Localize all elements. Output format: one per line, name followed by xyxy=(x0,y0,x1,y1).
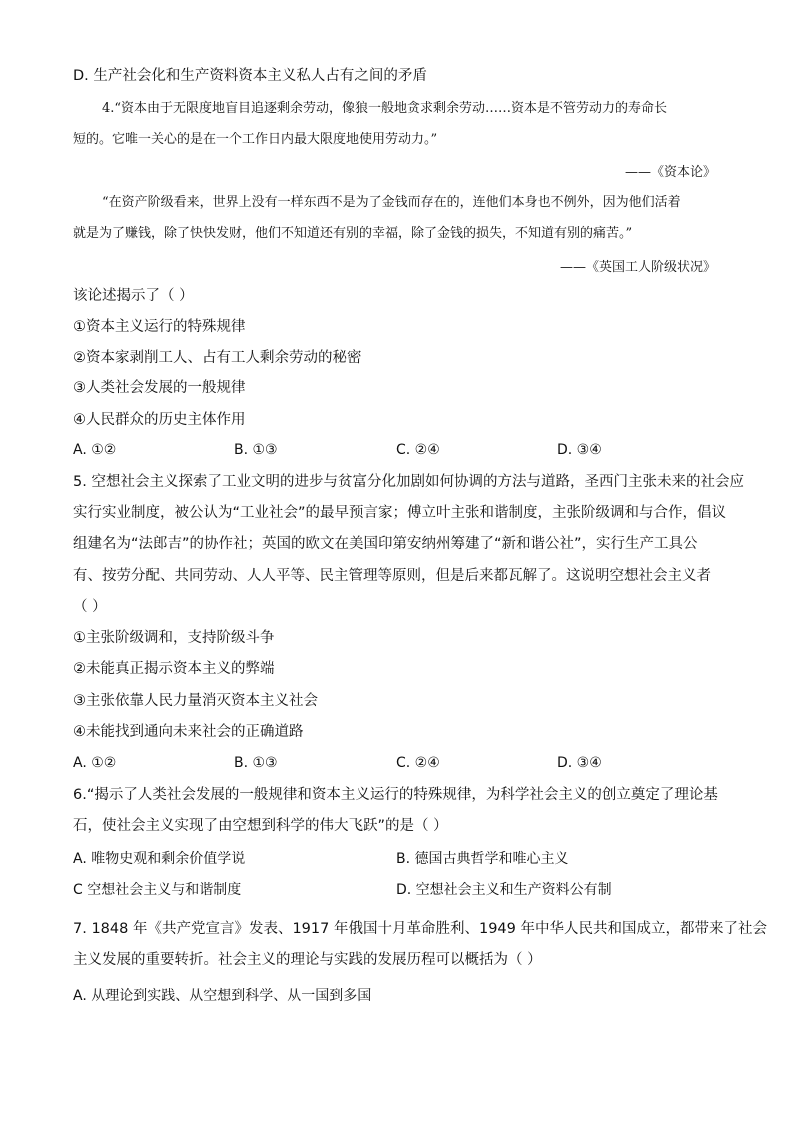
q4-option-b: B. ①③ xyxy=(234,442,278,458)
q5-option-c: C. ②④ xyxy=(396,755,440,771)
q5-item-2: ②未能真正揭示资本主义的弊端 xyxy=(73,661,275,677)
q5-option-a: A. ①② xyxy=(73,755,117,771)
q5-item-4: ④未能找到通向未来社会的正确道路 xyxy=(73,724,304,740)
q4-option-a: A. ①② xyxy=(73,442,117,458)
q4-quote1-line1: 4.“资本由于无限度地盲目追逐剩余劳动，像狼一般地贪求剩余劳动……资本是不管劳动力的寿命长 xyxy=(102,101,668,116)
q6-option-b: B. 德国古典哲学和唯心主义 xyxy=(396,851,569,867)
q7-option-a: A. 从理论到实践、从空想到科学、从一国到多国 xyxy=(73,988,372,1004)
q5-stem-line5: （ ） xyxy=(73,599,107,615)
q5-stem-line4: 有、按劳分配、共同劳动、人人平等、民主管理等原则，但是后来都瓦解了。这说明空想社会主义者 xyxy=(73,568,711,584)
q3-option-d: D. 生产社会化和生产资料资本主义私人占有之间的矛盾 xyxy=(73,68,427,84)
q5-item-3: ③主张依靠人民力量消灭资本主义社会 xyxy=(73,693,318,709)
q5-option-d: D. ③④ xyxy=(557,755,602,771)
q6-stem-line2: 石，使社会主义实现了由空想到科学的伟大飞跃”的是（ ） xyxy=(73,818,448,834)
q4-stem: 该论述揭示了（ ） xyxy=(73,288,194,304)
q6-option-c: C 空想社会主义与和谐制度 xyxy=(73,882,242,898)
q4-item-3: ③人类社会发展的一般规律 xyxy=(73,380,246,396)
q4-item-4: ④人民群众的历史主体作用 xyxy=(73,412,246,428)
q7-stem-line1: 7. 1848 年《共产党宣言》发表、1917 年俄国十月革命胜利、1949 年中华人民共和国成立，都带来了社会 xyxy=(73,921,767,937)
q4-quote2-line2: 就是为了赚钱，除了快快发财，他们不知道还有别的幸福，除了金钱的损失，不知道有别的痛苦。” xyxy=(73,226,633,241)
q6-option-a: A. 唯物史观和剩余价值学说 xyxy=(73,851,246,867)
q7-stem-line2: 主义发展的重要转折。社会主义的理论与实践的发展历程可以概括为（ ） xyxy=(73,952,542,968)
q4-source1: ——《资本论》 xyxy=(624,165,716,180)
q5-stem-line3: 组建名为“法郎吉”的协作社；英国的欧文在美国印第安纳州筹建了“新和谐公社”，实行生产工具公 xyxy=(73,536,698,552)
q5-item-1: ①主张阶级调和，支持阶级斗争 xyxy=(73,630,275,646)
q4-option-c: C. ②④ xyxy=(396,442,440,458)
q4-option-d: D. ③④ xyxy=(557,442,602,458)
q5-option-b: B. ①③ xyxy=(234,755,278,771)
q5-stem-line2: 实行实业制度，被公认为“工业社会”的最早预言家；傅立叶主张和谐制度，主张阶级调和与合作，倡议 xyxy=(73,505,727,521)
q4-item-1: ①资本主义运行的特殊规律 xyxy=(73,319,246,335)
q4-item-2: ②资本家剥削工人、占有工人剩余劳动的秘密 xyxy=(73,350,362,366)
q6-stem-line1: 6.“揭示了人类社会发展的一般规律和资本主义运行的特殊规律，为科学社会主义的创立奠定了理论基 xyxy=(73,787,718,803)
q4-quote2-line1: “在资产阶级看来，世界上没有一样东西不是为了金钱而存在的，连他们本身也不例外，因为他们活着 xyxy=(102,195,681,210)
q5-stem-line1: 5. 空想社会主义探索了工业文明的进步与贫富分化加剧如何协调的方法与道路，圣西门主张未来的社会应 xyxy=(73,474,744,490)
q4-source2: ——《英国工人阶级状况》 xyxy=(559,260,716,275)
q6-option-d: D. 空想社会主义和生产资料公有制 xyxy=(396,882,612,898)
q4-quote1-line2: 短的。它唯一关心的是在一个工作日内最大限度地使用劳动力。” xyxy=(73,132,438,147)
